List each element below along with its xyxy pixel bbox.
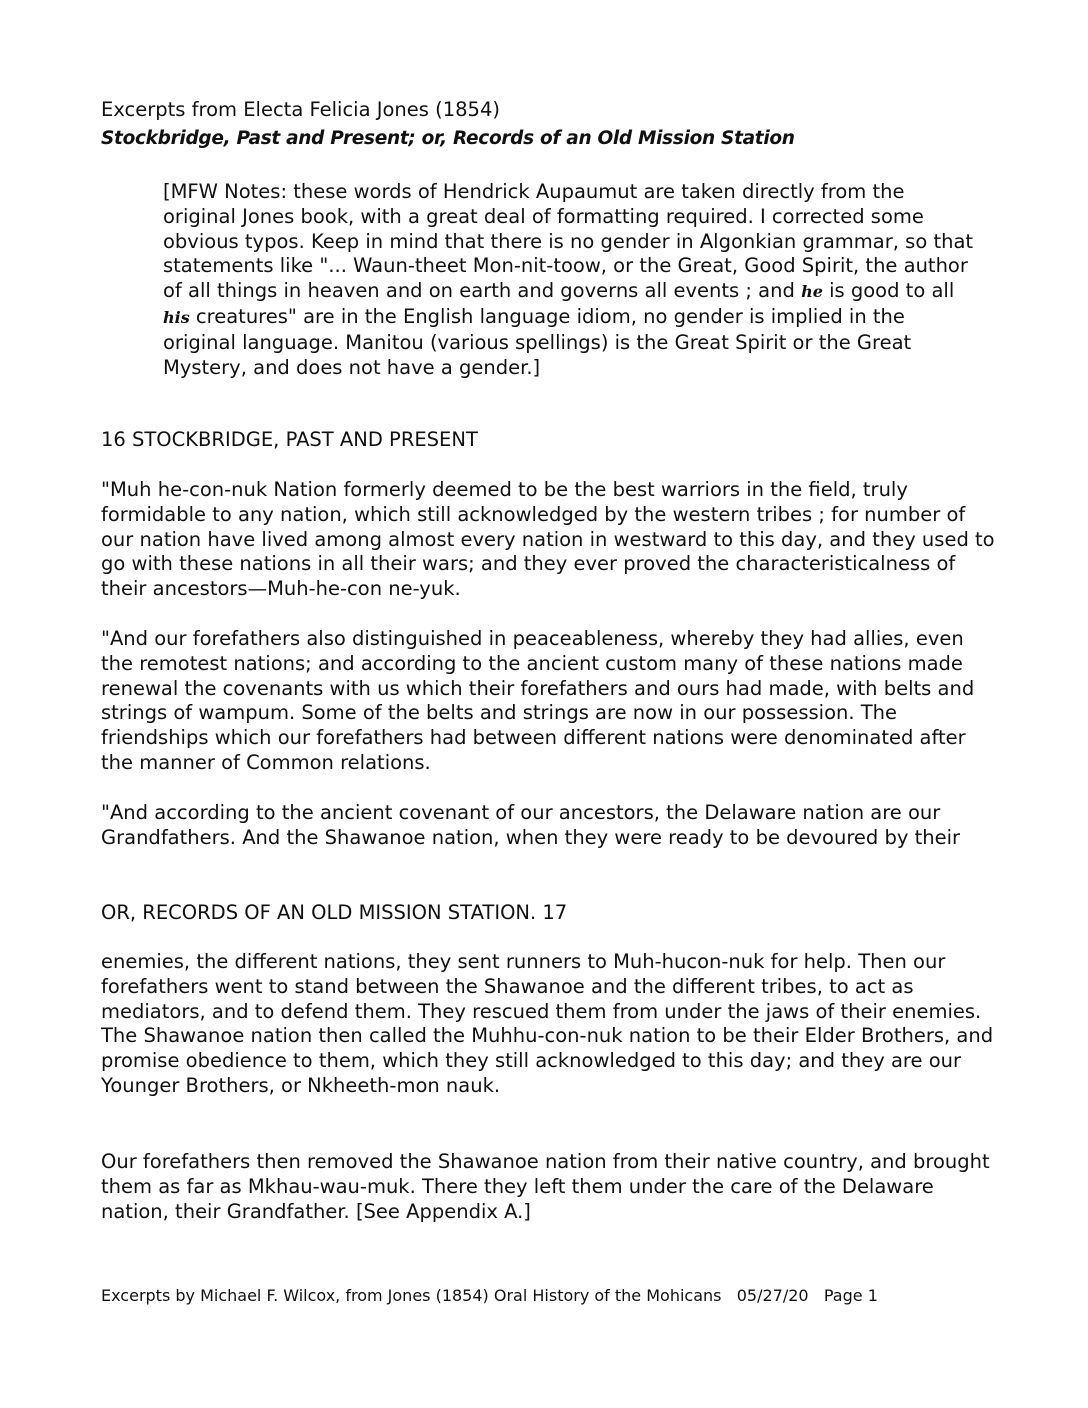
section-heading-page17: OR, RECORDS OF AN OLD MISSION STATION. 17 (101, 901, 568, 924)
note-part-1: [MFW Notes: these words of Hendrick Aupaumut are taken directly from the original Jones book, with a great deal of formatting required. I corrected some obvious typos. Keep in mind that there is no gender in Algonkian grammar, so that statements like "... Waun-theet Mon-nit-toow, or the Great, Good Spirit, the author of all things in heaven and on earth and governs all events ; and (163, 180, 974, 303)
paragraph-warriors: "Muh he-con-nuk Nation formerly deemed to be the best warriors in the field, truly formidable to any nation, which still acknowledged by the western tribes ; for number of our nation have lived among almost every nation in westward to this day, and they used to go with these nations in all their wars; and they ever proved the characteristicalness of their ancestors—Muh-he-con ne-yuk. (101, 478, 995, 601)
paragraph-shawanoe-rescue: enemies, the different nations, they sent runners to Muh-hucon-nuk for help. Then our forefathers went to stand between the Shawanoe and the different tribes, to act as mediators, and to defend them. They rescued them from under the jaws of their enemies. The Shawanoe nation then called the Muhhu-con-nuk nation to be their Elder Brothers, and promise obedience to them, which they still acknowledged to this day; and they are our Younger Brothers, or Nkheeth-mon nauk. (101, 950, 994, 1097)
note-he: he (801, 282, 823, 302)
paragraph-removal: Our forefathers then removed the Shawanoe nation from their native country, and brought them as far as Mkhau-wau-muk. There they left them under the care of the Delaware nation, their Grandfather. [See Appendix A.] (101, 1150, 990, 1223)
paragraph-peaceableness: "And our forefathers also distinguished in peaceableness, whereby they had allies, even the remotest nations; and according to the ancient custom many of these nations made renewal the covenants with us which their forefathers and ours had made, with belts and strings of wampum. Some of the belts and strings are now in our possession. The friendships which our forefathers had between different nations were denominated after the manner of Common relations. (101, 627, 975, 774)
page-footer: Excerpts by Michael F. Wilcox, from Jones (1854) Oral History of the Mohicans 05/27/20 Page 1 (101, 1286, 878, 1305)
note-part-3: creatures" are in the English language idiom, no gender is implied in the original language. Manitou (various spellings) is the Great Spirit or the Great Mystery, and does not have a gender.] (163, 304, 912, 379)
section-heading-page16: 16 STOCKBRIDGE, PAST AND PRESENT (101, 428, 478, 451)
note-his: his (163, 307, 190, 327)
editor-note (163, 180, 983, 380)
paragraph-covenant: "And according to the ancient covenant of our ancestors, the Delaware nation are our Grandfathers. And the Shawanoe nation, when they were ready to be devoured by their (101, 801, 961, 849)
book-title: Stockbridge, Past and Present; or, Records of an Old Mission Station (101, 128, 795, 149)
note-part-2: is good to all (822, 279, 955, 303)
editor-note-text (163, 180, 983, 380)
document-title: Excerpts from Electa Felicia Jones (1854) (101, 98, 500, 121)
